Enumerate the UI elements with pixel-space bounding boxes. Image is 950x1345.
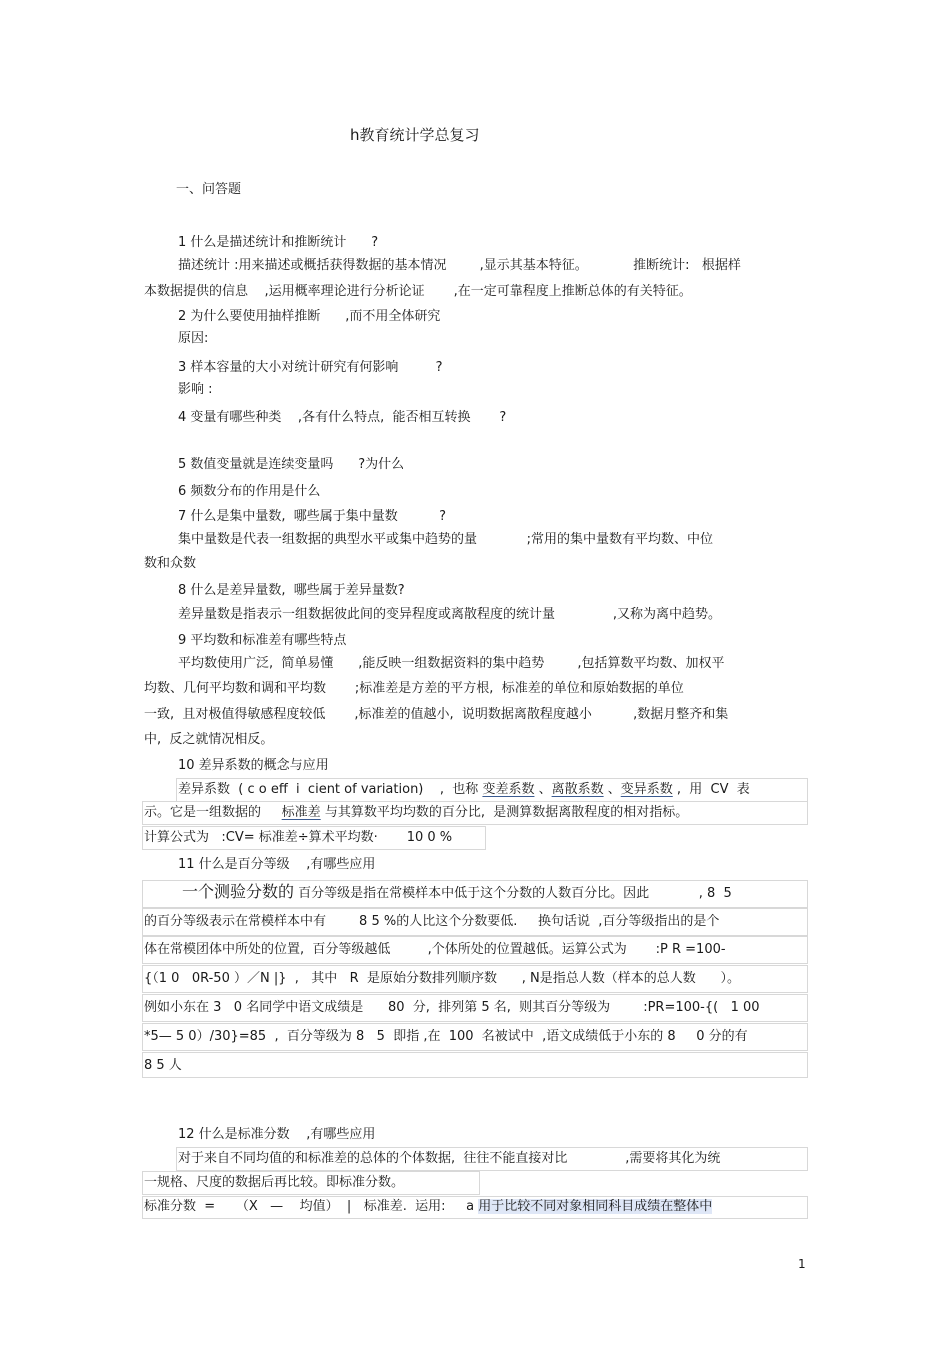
answer-7-line-1: 集中量数是代表一组数据的典型水平或集中趋势的量 ;常用的集中量数有平均数、中位 xyxy=(178,532,713,547)
answer-11-line-1: 一个测验分数的 百分等级是指在常模样本中低于这个分数的人数百分比。因此 , 8 5 xyxy=(182,882,732,901)
answer-11-line-7: 8 5 人 xyxy=(144,1058,182,1073)
question-6: 6 频数分布的作用是什么 xyxy=(178,484,321,499)
question-3: 3 样本容量的大小对统计研究有何影响 ? xyxy=(178,360,443,375)
question-5: 5 数值变量就是连续变量吗 ?为什么 xyxy=(178,457,405,472)
question-4: 4 变量有哪些种类 ,各有什么特点, 能否相互转换 ? xyxy=(178,410,507,425)
answer-11-line-4: {（1 0 0R-50 ）／N |} , 其中 R 是原始分数排列顺序数 , N是指总人数（样本的总人数 ）。 xyxy=(144,971,741,986)
answer-12-line-3: 标准分数 = （X — 均值） | 标准差. 运用: a 用于比较不同对象相同科目成绩在整体中 xyxy=(144,1199,713,1214)
answer-10-line-1: 差异系数 ( c o eff i cient of variation) , 也称 变差系数 、离散系数 、变异系数 , 用 CV 表 xyxy=(178,782,750,797)
answer-11-line-3: 体在常模团体中所处的位置, 百分等级越低 ,个体所处的位置越低。运算公式为 :P R =100- xyxy=(144,942,726,957)
answer-3: 影响 : xyxy=(178,382,213,397)
question-1: 1 什么是描述统计和推断统计 ? xyxy=(178,235,379,250)
question-11: 11 什么是百分等级 ,有哪些应用 xyxy=(178,857,376,872)
answer-1-line-2: 本数据提供的信息 ,运用概率理论进行分析论证 ,在一定可靠程度上推断总体的有关特征。 xyxy=(144,284,692,299)
answer-7-line-2: 数和众数 xyxy=(144,556,197,571)
answer-9-line-1: 平均数使用广泛, 简单易懂 ,能反映一组数据资料的集中趋势 ,包括算数平均数、加权平 xyxy=(178,656,725,671)
answer-8: 差异量数是指表示一组数据彼此间的变异程度或离散程度的统计量 ,又称为离中趋势。 xyxy=(178,607,721,622)
question-7: 7 什么是集中量数, 哪些属于集中量数 ? xyxy=(178,509,447,524)
question-8: 8 什么是差异量数, 哪些属于差异量数? xyxy=(178,583,405,598)
answer-12-line-1: 对于来自不同均值的和标准差的总体的个体数据, 往往不能直接对比 ,需要将其化为统 xyxy=(178,1151,721,1166)
answer-9-line-3: 一致, 且对极值得敏感程度较低 ,标准差的值越小, 说明数据离散程度越小 ,数据月整齐和集 xyxy=(144,707,729,722)
answer-2: 原因: xyxy=(178,331,209,346)
text-box-frame xyxy=(142,1052,808,1078)
section-heading: 一、问答题 xyxy=(176,182,242,197)
document-title: h教育统计学总复习 xyxy=(350,126,480,144)
page-number: 1 xyxy=(798,1257,806,1271)
answer-9-line-2: 均数、几何平均数和调和平均数 ;标准差是方差的平方根, 标准差的单位和原始数据的单位 xyxy=(144,681,684,696)
question-10: 10 差异系数的概念与应用 xyxy=(178,758,329,773)
answer-11-line-2: 的百分等级表示在常模样本中有 8 5 %的人比这个分数要低. 换句话说 ,百分等级指出的是个 xyxy=(144,914,720,929)
answer-1-line-1: 描述统计 :用来描述或概括获得数据的基本情况 ,显示其基本特征。 推断统计: 根据样 xyxy=(178,258,741,273)
answer-11-line-5: 例如小东在 3 0 名同学中语文成绩是 80 分, 排列第 5 名, 则其百分等级为 :PR=100-{( 1 00 xyxy=(144,1000,760,1015)
answer-9-line-4: 中, 反之就情况相反。 xyxy=(144,732,274,747)
question-12: 12 什么是标准分数 ,有哪些应用 xyxy=(178,1127,376,1142)
answer-10-line-2: 示。它是一组数据的 标准差 与其算数平均均数的百分比, 是测算数据离散程度的相对指标。 xyxy=(144,805,689,820)
answer-10-formula: 计算公式为 :CV= 标准差÷算术平均数· 10 0 % xyxy=(144,830,453,845)
answer-11-line-6: *5— 5 0）/30}=85 , 百分等级为 8 5 即指 ,在 100 名被试中 ,语文成绩低于小东的 8 0 分的有 xyxy=(144,1029,748,1044)
question-9: 9 平均数和标准差有哪些特点 xyxy=(178,633,347,648)
answer-12-line-2: 一规格、尺度的数据后再比较。即标准分数。 xyxy=(144,1175,405,1190)
question-2: 2 为什么要使用抽样推断 ,而不用全体研究 xyxy=(178,309,441,324)
